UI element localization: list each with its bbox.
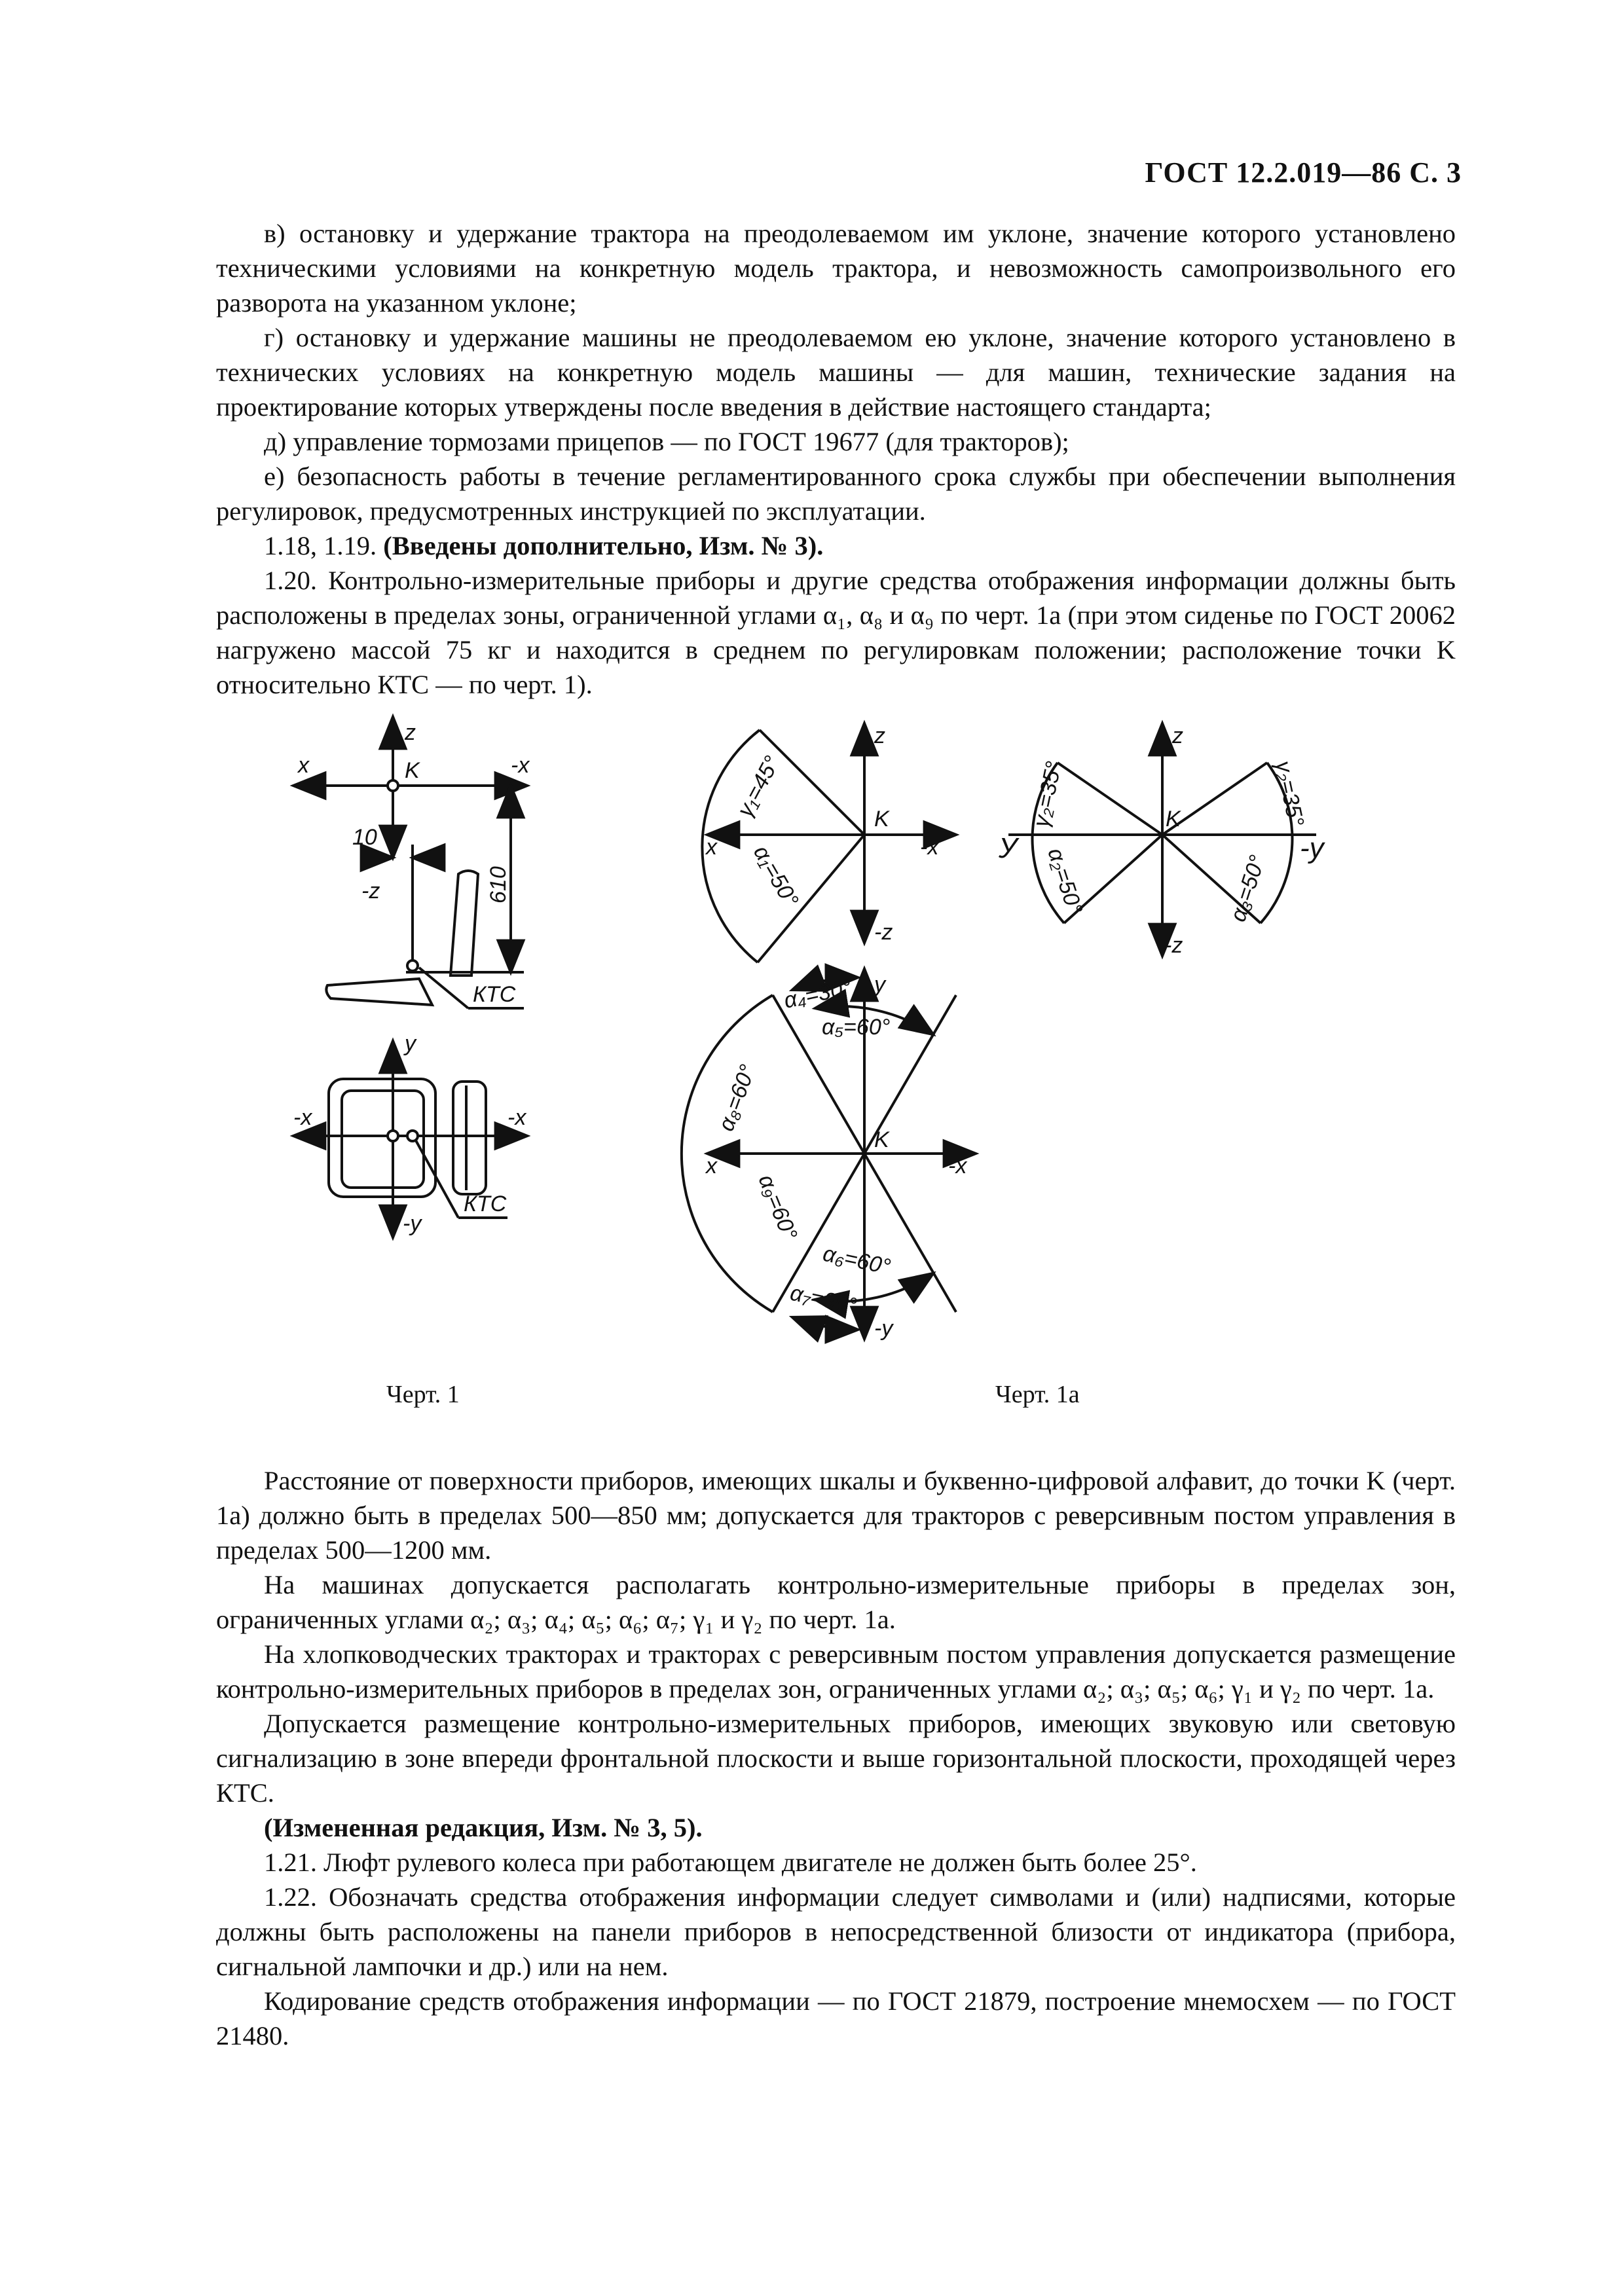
paragraph-distance: Расстояние от поверхности приборов, имеющих шкалы и буквенно-цифровой алфавит, до точки K (черт. 1а) должно быть в пределах 500—850 мм; допускается для тракторов с реверсивным постом управления в пределах 500—1200 мм. — [216, 1466, 1456, 1565]
fig1a-yz-label-Y: У — [999, 832, 1018, 864]
fig1a-alpha1: α₁=50° — [748, 841, 803, 911]
fig1a-xy-label-x: x — [706, 1154, 717, 1178]
fig1a-alpha9: α₉=60° — [753, 1171, 802, 1244]
fig1a-xz-label-neg-z: -z — [874, 920, 893, 945]
fig1-label-kts-side: КТС — [473, 982, 516, 1007]
fig1a-yz-label-neg-z: -z — [1164, 933, 1183, 958]
fig1-dim-10: 10 — [352, 825, 377, 850]
paragraph-cotton-tractors: На хлопководческих тракторах и тракторах с реверсивным постом управления допускается размещение контрольно-измерительных приборов в пределах зон, ограниченных углами α₂; α₃; α₅; α₆; γ₁ и γ₂ по черт. 1а. — [216, 1639, 1456, 1704]
caption-fig-1a: Черт. 1а — [995, 1381, 1080, 1408]
fig1-label-x: x — [298, 753, 309, 778]
fig1a-xz-label-neg-x: -x — [920, 835, 939, 860]
page-header: ГОСТ 12.2.019—86 С. 3 — [1145, 156, 1462, 189]
fig1a-alpha2: α₂=50° — [1042, 845, 1088, 918]
item-g: г) остановку и удержание машины не преодолеваемом ею уклоне, значение которого установлено в технических условиях на конкретную модель машины — для машин, технические задания на проектирование которых утверждены после введения в действие настоящего стандарта; — [216, 323, 1456, 422]
fig1-dim-610: 610 — [486, 866, 511, 903]
paragraph-machines: На машинах допускается располагать контрольно-измерительные приборы в пределах зон, ограниченных углами α₂; α₃; α₄; α₅; α₆; α₇; γ₁ и γ₂ по черт. 1а. — [216, 1570, 1456, 1634]
fig1a-alpha6: α₆=60° — [820, 1241, 893, 1280]
fig1a-xy-label-y: y — [874, 972, 885, 997]
fig1-label-y: y — [405, 1031, 416, 1056]
fig1a-yz-label-neg-Y: -у — [1300, 832, 1324, 864]
item-d: д) управление тормозами прицепов — по ГОСТ 19677 (для тракторов); — [264, 427, 1069, 456]
fig1a-yz-label-z: z — [1172, 723, 1183, 748]
fig1-plan-neg-x-right: -x — [507, 1105, 526, 1130]
fig1a-xy-label-neg-y: -y — [874, 1316, 893, 1341]
fig1a-alpha7: α₇=30° — [788, 1280, 859, 1319]
fig1-label-neg-y: -y — [403, 1211, 422, 1236]
bottom-text-block — [216, 1463, 1456, 2053]
fig1a-gamma1: γ₁=45° — [732, 752, 785, 821]
note-118-bold: (Введены дополнительно, Изм. № 3). — [383, 531, 824, 560]
fig1a-alpha3: α₃=50° — [1225, 852, 1270, 925]
fig1a-alpha8: α₈=60° — [713, 1061, 761, 1135]
fig1a-gamma2-right: γ₂=35° — [1270, 758, 1309, 829]
note-changed-edition — [216, 1810, 1456, 1845]
fig1a-xy-label-neg-x: -x — [948, 1154, 967, 1178]
fig1a-yz-label-K: K — [1166, 807, 1181, 831]
fig1-label-neg-x: -x — [511, 753, 530, 778]
fig1-label-K: K — [405, 758, 420, 783]
note-changed-bold: (Измененная редакция, Изм. № 3, 5). — [264, 1813, 703, 1842]
fig1a-xz-label-K: K — [874, 807, 889, 831]
fig1a-gamma2-left: γ₂=35° — [1028, 759, 1067, 829]
paragraph-coding: Кодирование средств отображения информации — по ГОСТ 21879, построение мнемосхем — по ГОСТ 21480. — [216, 1986, 1456, 2050]
fig1a-xz-view — [702, 723, 956, 962]
paragraph-signals: Допускается размещение контрольно-измерительных приборов, имеющих звуковую или световую сигнализацию в зоне впереди фронтальной плоскости и выше горизонтальной плоскости, проходящей через КТС. — [216, 1709, 1456, 1808]
note-118-prefix: 1.18, 1.19. — [264, 531, 384, 560]
fig1-label-z: z — [405, 720, 416, 745]
item-e: е) безопасность работы в течение регламентированного срока службы при обеспечении выполнения регулировок, предусмотренных инструкцией по эксплуатации. — [216, 462, 1456, 526]
fig1-label-kts-plan: КТС — [464, 1192, 507, 1216]
fig1a-xz-label-z: z — [874, 723, 885, 748]
fig1a-yz-view — [1008, 723, 1316, 956]
item-v: в) остановку и удержание трактора на преодолеваемом им уклоне, значение которого установлено техническими условиями на конкретную модель трактора, и невозможность самопроизвольного его разворота на указанном уклоне; — [216, 219, 1456, 318]
fig1a-xz-label-x: x — [706, 835, 717, 860]
caption-fig-1: Черт. 1 — [386, 1381, 460, 1408]
paragraph-1-21: 1.21. Люфт рулевого колеса при работающем двигателе не должен быть более 25°. — [264, 1848, 1197, 1877]
fig1a-alpha5: α₅=60° — [822, 1015, 891, 1040]
fig1-label-neg-z: -z — [361, 879, 380, 903]
fig1a-xy-label-K: K — [874, 1127, 889, 1152]
paragraph-1-22: 1.22. Обозначать средства отображения информации следует символами и (или) надписями, которые должны быть расположены на панели приборов в непосредственной близости от индикатора (прибора, сигнальной лампочки и др.) или на нем. — [216, 1882, 1456, 1981]
fig1a-alpha4: α₄=30° — [781, 974, 854, 1013]
fig1-plan-neg-x-left: -x — [293, 1105, 312, 1130]
paragraph-1-20: 1.20. Контрольно-измерительные приборы и другие средства отображения информации должны быть расположены в пределах зоны, ограниченной углами α₁, α₈ и α₉ по черт. 1а (при этом сиденье по ГОСТ 20062 нагружено массой 75 кг и находится в среднем по регулировкам положении; расположение точки K относительно КТС — по черт. 1). — [216, 566, 1456, 699]
